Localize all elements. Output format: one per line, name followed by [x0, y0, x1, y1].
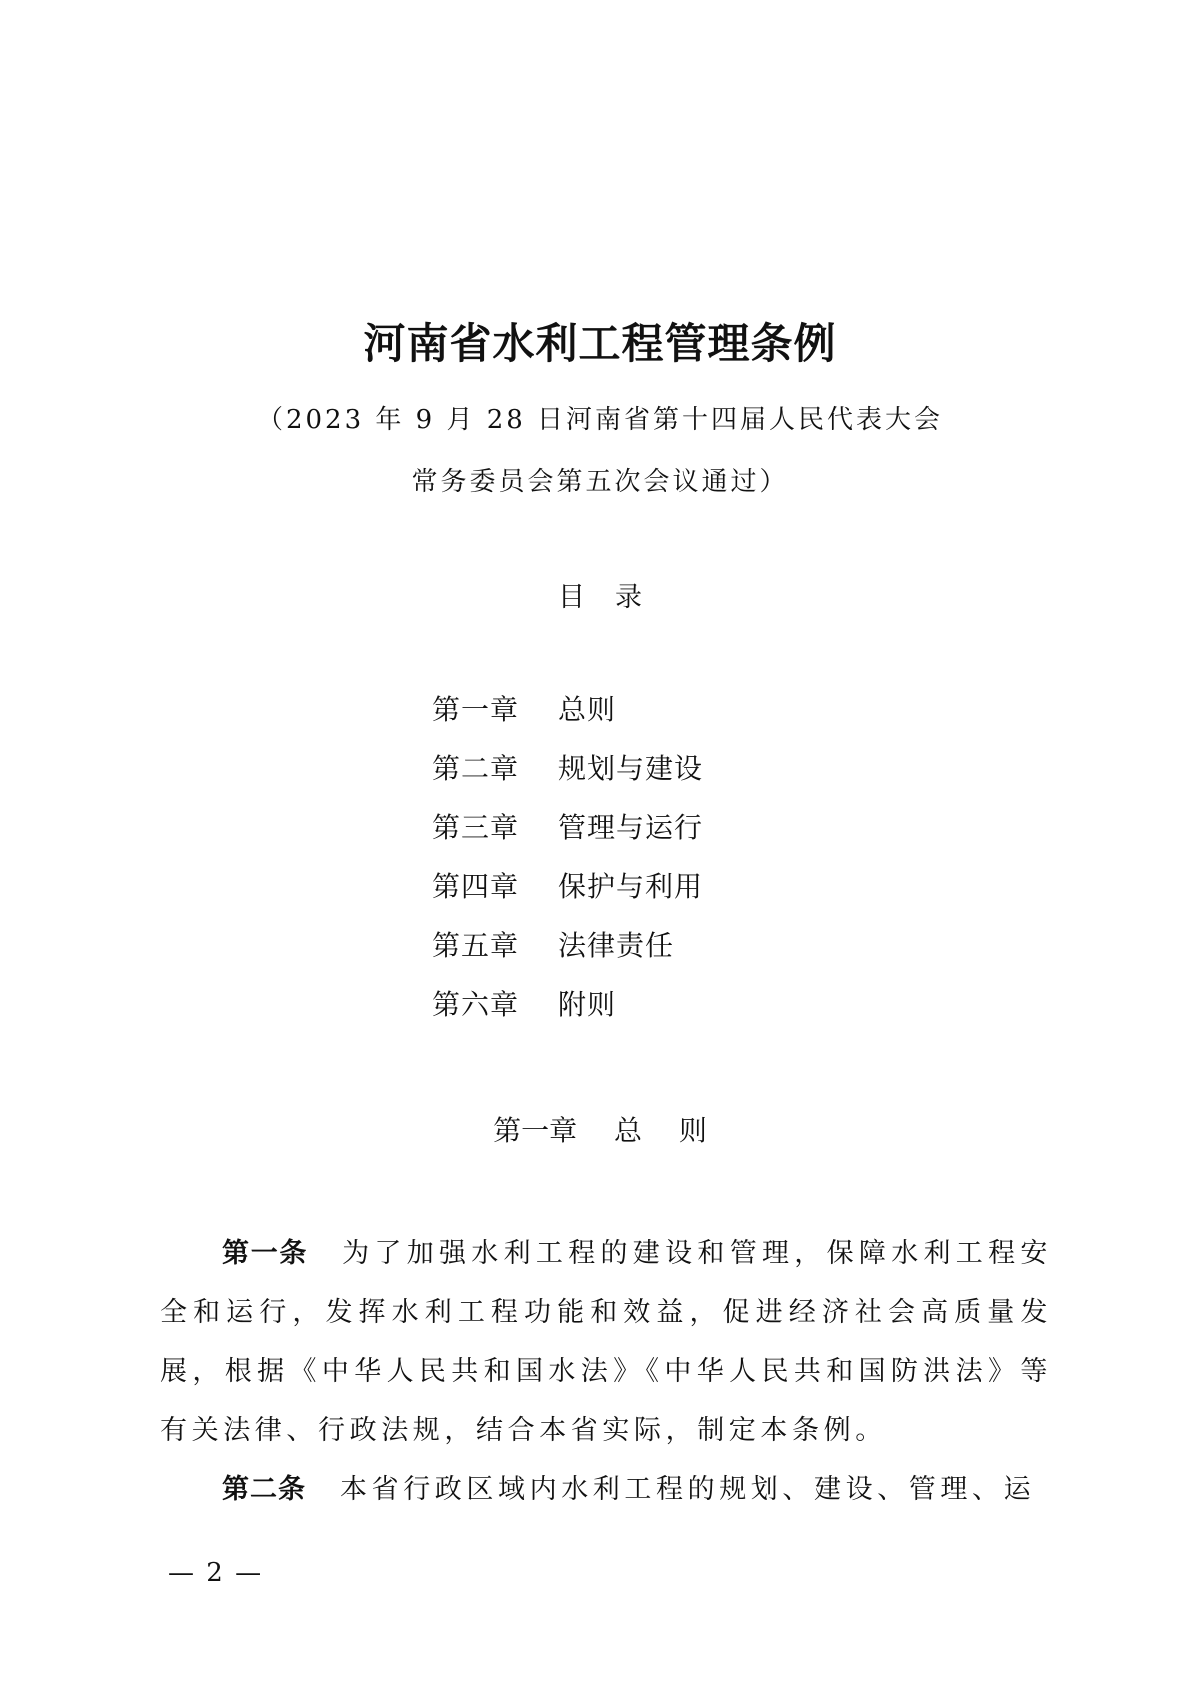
article-label: 第二条 — [222, 1474, 306, 1505]
article-text: 本省行政区域内水利工程的规划、建设、管理、运 — [340, 1474, 1036, 1505]
document-subtitle-line2: 常务委员会第五次会议通过） — [411, 467, 789, 497]
toc-item-name: 规划与建设 — [558, 752, 704, 785]
document-subtitle-line1: （2023 年 9 月 28 日河南省第十四届人民代表大会 — [256, 405, 944, 435]
toc-item-name: 保护与利用 — [558, 870, 704, 903]
document-title: 河南省水利工程管理条例 — [363, 319, 837, 368]
toc-item-number: 第五章 — [432, 929, 520, 962]
toc-item-number: 第一章 — [432, 693, 520, 726]
toc-heading: 目录 — [558, 582, 672, 613]
toc-item-name: 总则 — [558, 693, 617, 726]
toc-item-number: 第六章 — [432, 988, 520, 1021]
article-label: 第一条 — [222, 1238, 309, 1269]
article-paragraph — [160, 1224, 1052, 1460]
toc-item-number: 第四章 — [432, 870, 520, 903]
page-number: — 2 — — [168, 1558, 264, 1588]
toc-item-name: 法律责任 — [558, 929, 675, 962]
toc-item-name: 附则 — [558, 988, 617, 1021]
chapter-heading: 第一章 总 则 — [493, 1114, 707, 1147]
toc-item-name: 管理与运行 — [558, 811, 704, 844]
toc-item-number: 第三章 — [432, 811, 520, 844]
toc-item-number: 第二章 — [432, 752, 520, 785]
article-text: 为了加强水利工程的建设和管理，保障水利工程安全和运行，发挥水利工程功能和效益，促进经济社会高质量发展，根据《中华人民共和国水法》《中华人民共和国防洪法》等有关法律、行政法规，结合本省实际，制定本条例。 — [160, 1238, 1053, 1446]
chapter-body — [160, 1224, 1052, 1519]
article-paragraph — [160, 1460, 1052, 1519]
